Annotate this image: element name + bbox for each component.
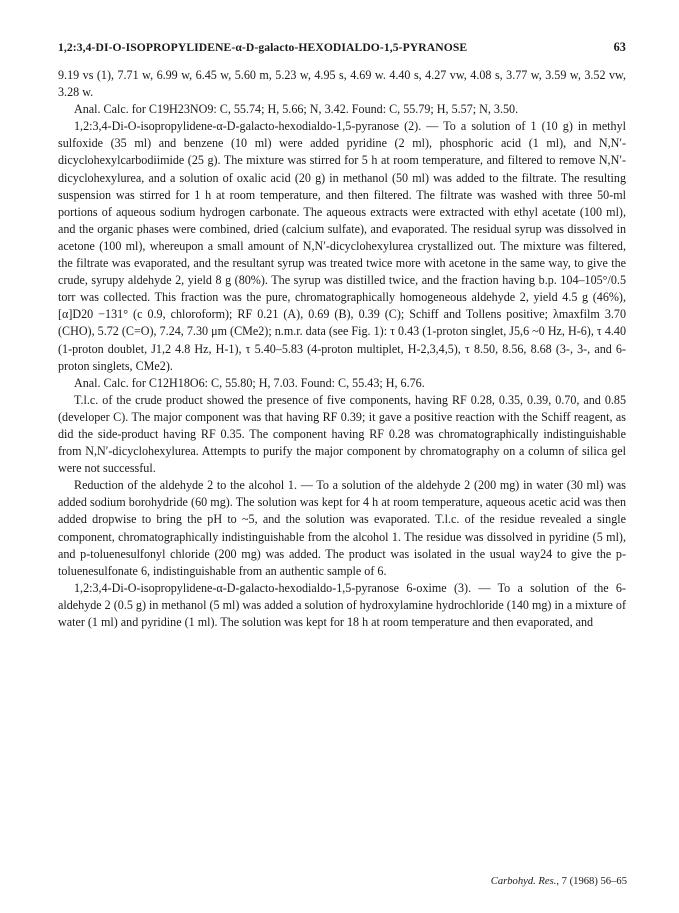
journal-citation: 7 (1968) 56–65	[561, 876, 627, 887]
page-number: 63	[613, 40, 626, 54]
running-header	[58, 40, 626, 62]
paper-page	[58, 40, 626, 631]
paragraph: Anal. Calc. for C19H23NO9: C, 55.74; H, 5.66; N, 3.42. Found: C, 55.79; H, 5.57; N, 3.50.	[74, 102, 519, 117]
paragraph: 1,2:3,4-Di-O-isopropylidene-α-D-galacto-hexodialdo-1,5-pyranose (2). — To a solution of 1 (10 g) in methyl sulfoxide (35 ml) and benzene (10 ml) were added pyridine (2 ml), phosphoric acid (1 ml), and N,N′-dicyclohexylcarbodiimide (25 g). The mixture was stirred for 5 h at room temperature, and filtered to remove N,N′-dicyclohexylurea, and a solution of oxalic acid (20 g) in methanol (50 ml) was added to the filtrate. The resulting suspension was stirred for 1 h at room temperature, and then filtered. The filtrate was washed with three 50-ml portions of aqueous sodium hydrogen carbonate. The aqueous extracts were extracted with ethyl acetate (100 ml), and the organic phases were combined, dried (calcium sulfate), and evaporated. The residual syrup was dissolved in acetone (100 ml), whereupon a small amount of N,N′-dicyclohexylurea crystallized out. The mixture was filtered, the filtrate was evaporated, and the resultant syrup was treated twice more with acetone in the same way, to give the crude, syrupy aldehyde 2, yield 8 g (80%). The syrup was distilled twice, and the fraction having b.p. 104–105°/0.5 torr was collected. This fraction was the pure, chromatographically homogeneous aldehyde 2, yield 4.5 g (46%), [α]D20 −131° (c 0.9, chloroform); RF 0.21 (A), 0.69 (B), 0.39 (C); Schiff and Tollens positive; λmaxfilm 3.70 (CHO), 5.72 (C=O), 7.24, 7.30 μm (CMe2); n.m.r. data (see Fig. 1): τ 0.43 (1-proton singlet, J5,6 ~0 Hz, H-6), τ 4.40 (1-proton doublet, J1,2 4.8 Hz, H-1), τ 5.40–5.83 (4-proton multiplet, H-2,3,4,5), τ 8.50, 8.56, 8.68 (3-, 3-, and 6-proton singlets, CMe2).	[58, 119, 626, 373]
paragraph: Anal. Calc. for C12H18O6: C, 55.80; H, 7.03. Found: C, 55.43; H, 6.76.	[74, 375, 425, 390]
paragraph: 9.19 vs (1), 7.71 w, 6.99 w, 6.45 w, 5.60 m, 5.23 w, 4.95 s, 4.69 w. 4.40 s, 4.27 vw, 4.08 s, 3.77 w, 3.59 w, 3.52 vw, 3.28 w.	[58, 68, 626, 100]
journal-name: Carbohyd. Res.,	[490, 876, 560, 887]
journal-footer	[491, 876, 627, 887]
paragraph: T.l.c. of the crude product showed the presence of five components, having RF 0.28, 0.35, 0.39, 0.70, and 0.85 (developer C). The major component was that having RF 0.39; it gave a positive reaction with the Schiff reagent, as did the side-product having RF 0.35. The component having RF 0.28 was chromatographically indistinguishable from N,N′-dicyclohexylurea. Attempts to purify the major component by chromatography on a column of silica gel were not successful.	[58, 392, 626, 476]
paragraph: Reduction of the aldehyde 2 to the alcohol 1. — To a solution of the aldehyde 2 (200 mg) in water (30 ml) was added sodium borohydride (60 mg). The solution was kept for 4 h at room temperature, aqueous acetic acid was then added dropwise to bring the pH to ~5, and the solution was evaporated. T.l.c. of the residue revealed a single component, chromatographically indistinguishable from the alcohol 1. The residue was dissolved in pyridine (5 ml), and p-toluenesulfonyl chloride (200 mg) was added. The product was isolated in the usual way24 to give the p-toluenesulfonate 6, indistinguishable from an authentic sample of 6.	[58, 478, 626, 578]
running-title: 1,2:3,4-DI-O-ISOPROPYLIDENE-α-D-galacto-HEXODIALDO-1,5-PYRANOSE	[58, 41, 468, 54]
paragraph: 1,2:3,4-Di-O-isopropylidene-α-D-galacto-hexodialdo-1,5-pyranose 6-oxime (3). — To a solution of the 6-aldehyde 2 (0.5 g) in methanol (5 ml) was added a solution of hydroxylamine hydrochloride (140 mg) in a mixture of water (1 ml) and pyridine (1 ml). The solution was kept for 18 h at room temperature and then evaporated, and	[58, 580, 626, 629]
article-body	[58, 67, 626, 631]
